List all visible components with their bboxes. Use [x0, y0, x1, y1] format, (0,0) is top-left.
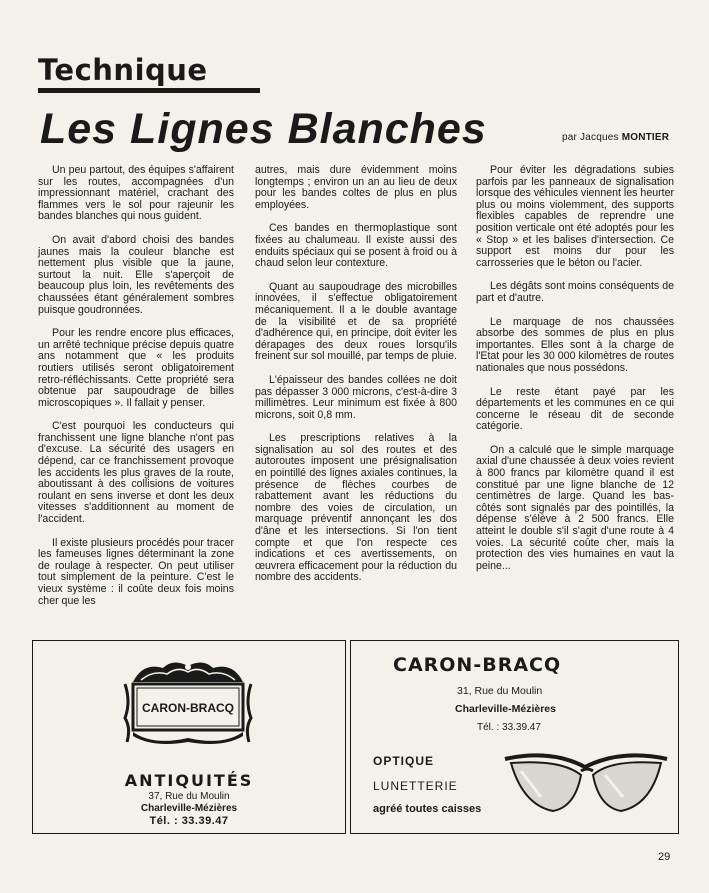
paragraph: Pour éviter les dégradations subies parfois par les panneaux de signalisation lorsque des véhicules viennent les heurter plus ou moins violemment, des supports flexibles capables de reprendre une position verticale ont été adoptés pour les « Stop » et les balises d'intersection. Ce support est moins dur pour les carrosseries que le béton ou l'acier.	[476, 164, 674, 269]
paragraph: Un peu partout, des équipes s'affairent sur les routes, accompagnées d'un impressionnant matériel, crachant des flammes vers le sol pour rajeunir les bandes blanches qui nous guident.	[38, 164, 234, 223]
article-column-2	[255, 165, 457, 596]
paragraph: Les prescriptions relatives à la signalisation au sol des routes et des autoroutes imposent une présignalisation en pointillé des lignes axiales continues, la présence de flèches courbes de rabattement avant les réductions du nombre des voies de circulation, un marquage préventif annonçant les dos d'âne et les intersections. Si l'on tient compte et que l'on respecte ces indications et ces avertissements, on œuvrera efficacement pour la réduction du nombre des accidents.	[255, 432, 457, 584]
ad-line-optique: OPTIQUE	[373, 754, 435, 768]
section-heading: Technique	[38, 53, 208, 87]
ad-phone: Tél. : 33.39.47	[477, 722, 541, 733]
ad-city: Charleville-Mézières	[140, 803, 238, 814]
paragraph: Le marquage de nos chaussées absorbe des sommes de plus en plus importantes. Elles sont à la charge de l'Etat pour les 30 000 kilomètres de routes nationales que nous possédons.	[476, 315, 674, 374]
paragraph: Le reste étant payé par les départements et les communes en ce qui concerne le réseau dit de seconde catégorie.	[476, 385, 674, 433]
author-first-name: Jacques	[580, 132, 619, 143]
paragraph: autres, mais dure évidemment moins longtemps ; environ un an au lieu de deux pour les bandes coltes de plus en plus employées.	[255, 164, 457, 211]
paragraph: Ces bandes en thermoplastique sont fixées au chalumeau. Il existe aussi des enduits spéciaux qui se posent à froid ou à chaud selon leur contexture.	[255, 222, 457, 270]
article-column-3	[476, 165, 674, 584]
paragraph: Les dégâts sont moins conséquents de part et d'autre.	[476, 280, 674, 304]
ad-address: 31, Rue du Moulin	[457, 685, 543, 697]
page-number: 29	[658, 851, 671, 863]
sign-text: CARON-BRACQ	[142, 701, 234, 715]
paragraph: Pour les rendre encore plus efficaces, un arrêté technique précise depuis quatre ans notamment que « les produits routiers utilisés seront obligatoirement retro-réfléchissants. Cette propriété sera obtenue par saupoudrage de billes microscopiques ». Il fallait y penser.	[38, 327, 234, 409]
ad-line-agree: agréé toutes caisses	[373, 803, 482, 815]
ad-address: 37, Rue du Moulin	[148, 791, 230, 802]
author-last-name: MONTIER	[621, 132, 670, 143]
ad-city: Charleville-Mézières	[455, 703, 556, 715]
ad-brand-name: CARON-BRACQ	[393, 654, 562, 676]
paragraph: Quant au saupoudrage des microbilles innovées, il s'effectue obligatoirement mécaniquement. Il a le double avantage de la visibilité et de sa propriété d'adhérence qui, en principe, doit éviter les dérapages des deux roues lorsqu'ils freinent sur sol mouillé, par temps de pluie.	[255, 280, 457, 363]
advertisement-optique	[350, 640, 679, 834]
advertisement-antiques	[32, 640, 346, 834]
eyeglasses-icon	[501, 745, 671, 825]
section-rule	[38, 88, 260, 93]
ad-phone: Tél. : 33.39.47	[149, 815, 229, 827]
paragraph: On avait d'abord choisi des bandes jaunes mais la couleur blanche est nettement plus visible que la jaune, surtout la nuit. Elle s'aperçoit de beaucoup plus loin, les revêtements des chaussées étant généralement sombres puisque goudronnées.	[38, 233, 234, 316]
ornamental-sign-frame	[123, 658, 253, 746]
article-column-1	[38, 165, 234, 619]
paragraph: L'épaisseur des bandes collées ne doit pas dépasser 3 000 microns, c'est-à-dire 3 millimètres. Leur minimum est fixée à 800 microns, soit 0,8 mm.	[255, 373, 457, 421]
ad-line-lunetterie: LUNETTERIE	[373, 779, 458, 793]
article-title: Les Lignes Blanches	[40, 105, 487, 153]
byline	[562, 132, 669, 143]
paragraph: C'est pourquoi les conducteurs qui franchissent une ligne blanche n'ont pas d'excuse. La sécurité des usagers en dépend, car ce franchissement provoque les accidents les plus graves de la route, aboutissant à des collisions de voitures roulant en sens inverse et dont les deux vitesses s'additionnent au moment de l'accident.	[38, 420, 234, 526]
byline-prefix: par	[562, 132, 578, 143]
paragraph: On a calculé que le simple marquage axial d'une chaussée à deux voies revient à 800 francs par kilomètre quand il est constitué par une ligne blanche de 12 centimètres de large. Quand les bas-côtés sont signalés par des pointillés, la dépense s'élève à 2 500 francs. Elle atteint le double s'il s'agit d'une route à 4 voies. La sécurité coûte cher, mais la protection des vies humaines en vaut la peine...	[476, 443, 674, 572]
paragraph: Il existe plusieurs procédés pour tracer les fameuses lignes déterminant la zone de roulage à respecter. On peut utiliser tout simplement de la peinture. C'est le vieux système : il coûte deux fois moins cher que les	[38, 536, 234, 607]
ad-heading: ANTIQUITÉS	[124, 771, 254, 790]
